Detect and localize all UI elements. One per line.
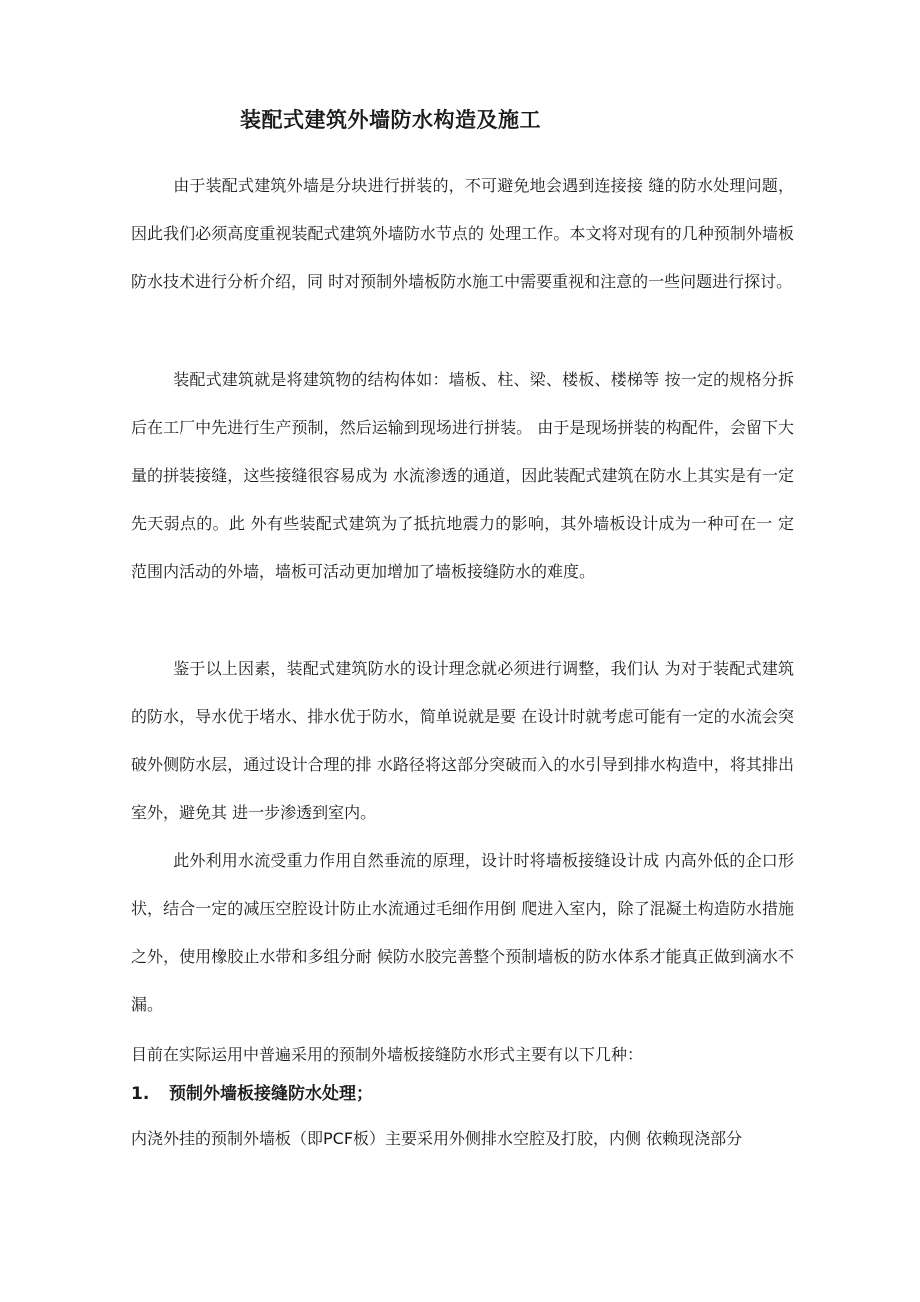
paragraph-text: 此外利用水流受重力作用自然垂流的原理，设计时将墙板接缝设计成 内高外低的企口形状，结合一定的减压空腔设计防止水流通过毛细作用倒 爬进入室内，除了混凝土构造防水措施之外，使用橡胶止水带和多组分耐 候防水胶完善整个预制墙板的防水体系才能真正做到滴水不漏。 — [131, 851, 794, 1014]
document-title: 装配式建筑外墙防水构造及施工 — [240, 108, 541, 132]
paragraph-definition — [131, 356, 794, 596]
paragraph-gravity-principle — [131, 837, 794, 1029]
paragraph-design-concept — [131, 645, 794, 837]
section-number: 1. — [131, 1084, 150, 1104]
section-heading — [131, 1082, 373, 1106]
section-heading-text: 预制外墙板接缝防水处理； — [169, 1084, 373, 1104]
last-line: 内浇外挂的预制外墙板（即PCF板）主要采用外侧排水空腔及打胶，内侧 依赖现浇部分 — [131, 1129, 743, 1148]
paragraph-intro — [131, 162, 794, 306]
paragraph-text: 装配式建筑就是将建筑物的结构体如：墙板、柱、梁、楼板、楼梯等 按一定的规格分拆后在工厂中先进行生产预制，然后运输到现场进行拼装。 由于是现场拼装的构配件，会留下大量的拼装接缝，这些接缝很容易成为 水流渗透的通道，因此装配式建筑在防水上其实是有一定先天弱点的。此 外有些装配式建筑为了抵抗地震力的影响，其外墙板设计成为一种可在一 定范围内活动的外墙，墙板可活动更加增加了墙板接缝防水的难度。 — [131, 370, 794, 581]
paragraph-text: 鉴于以上因素，装配式建筑防水的设计理念就必须进行调整，我们认 为对于装配式建筑的防水，导水优于堵水、排水优于防水，简单说就是要 在设计时就考虑可能有一定的水流会突破外侧防水层，通过设计合理的排 水路径将这部分突破而入的水引导到排水构造中，将其排出室外，避免其 进一步渗透到室内。 — [131, 659, 794, 822]
paragraph-text: 由于装配式建筑外墙是分块进行拼装的，不可避免地会遇到连接接 缝的防水处理问题，因此我们必须高度重视装配式建筑外墙防水节点的 处理工作。本文将对现有的几种预制外墙板防水技术进行分析介绍，同 时对预制外墙板防水施工中需要重视和注意的一些问题进行探讨。 — [131, 176, 794, 291]
summary-line: 目前在实际运用中普遍采用的预制外墙板接缝防水形式主要有以下几种： — [131, 1045, 644, 1064]
